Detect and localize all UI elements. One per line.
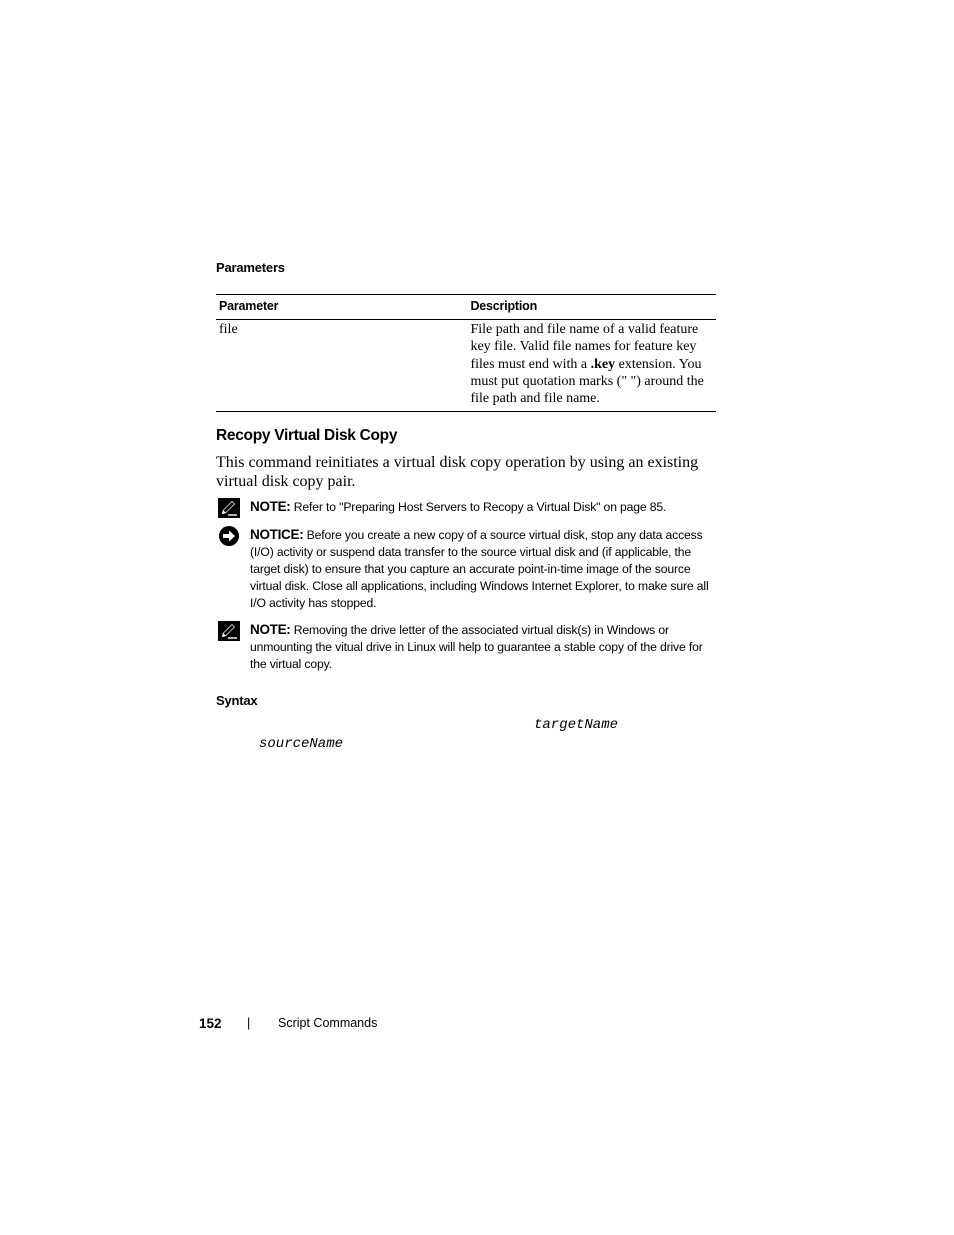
notice-arrow-icon [218,526,240,546]
column-header-parameter: Parameter [216,295,467,320]
note-callout [216,621,716,677]
pencil-note-icon [218,498,240,518]
table-row [216,320,716,412]
note-callout [216,498,716,518]
description-key-extension: .key [590,356,616,372]
syntax-heading: Syntax [216,693,258,708]
syntax-source-name: sourceName [259,736,344,752]
section-title: Recopy Virtual Disk Copy [216,427,398,444]
notice-text: Before you create a new copy of a source virtual disk, stop any data access (I/O) activity or suspend data transfer to the source virtual disk and (if applicable, the target disk) to ensure that you capture an accurate point-in-time image of the source virtual disk. Close all applications, including Windows Internet Explorer, to make sure all I/O activity has stopped. [250,528,709,611]
pencil-note-icon [218,621,240,641]
table-header-row [216,295,716,320]
note-label: NOTE: [250,622,291,637]
description-text-before: File path and file name of a valid feature key file. Valid file names for feature key files must end with a [470,322,699,372]
note-label: NOTE: [250,499,291,514]
syntax-target-name: targetName [534,717,619,733]
page-number: 152 [199,1016,222,1031]
parameters-heading: Parameters [216,260,285,275]
footer-separator: | [247,1016,251,1030]
parameter-cell: file [216,320,467,412]
notice-label: NOTICE: [250,527,304,542]
note-text: Removing the drive letter of the associated virtual disk(s) in Windows or unmounting the vitual drive in Linux will help to guarantee a stable copy of the drive for the virtual copy. [250,623,703,672]
intro-paragraph: This command reinitiates a virtual disk copy operation by using an existing virtual disk copy pair. [216,454,699,490]
chapter-title: Script Commands [278,1016,378,1030]
description-cell [467,320,716,412]
description-text-after: extension. You must put quotation marks (" ") around the file path and file name. [470,356,704,407]
notice-callout [216,526,716,616]
parameters-table [216,294,716,412]
column-header-description: Description [467,295,716,320]
note-text: Refer to "Preparing Host Servers to Recopy a Virtual Disk" on page 85. [293,500,667,514]
